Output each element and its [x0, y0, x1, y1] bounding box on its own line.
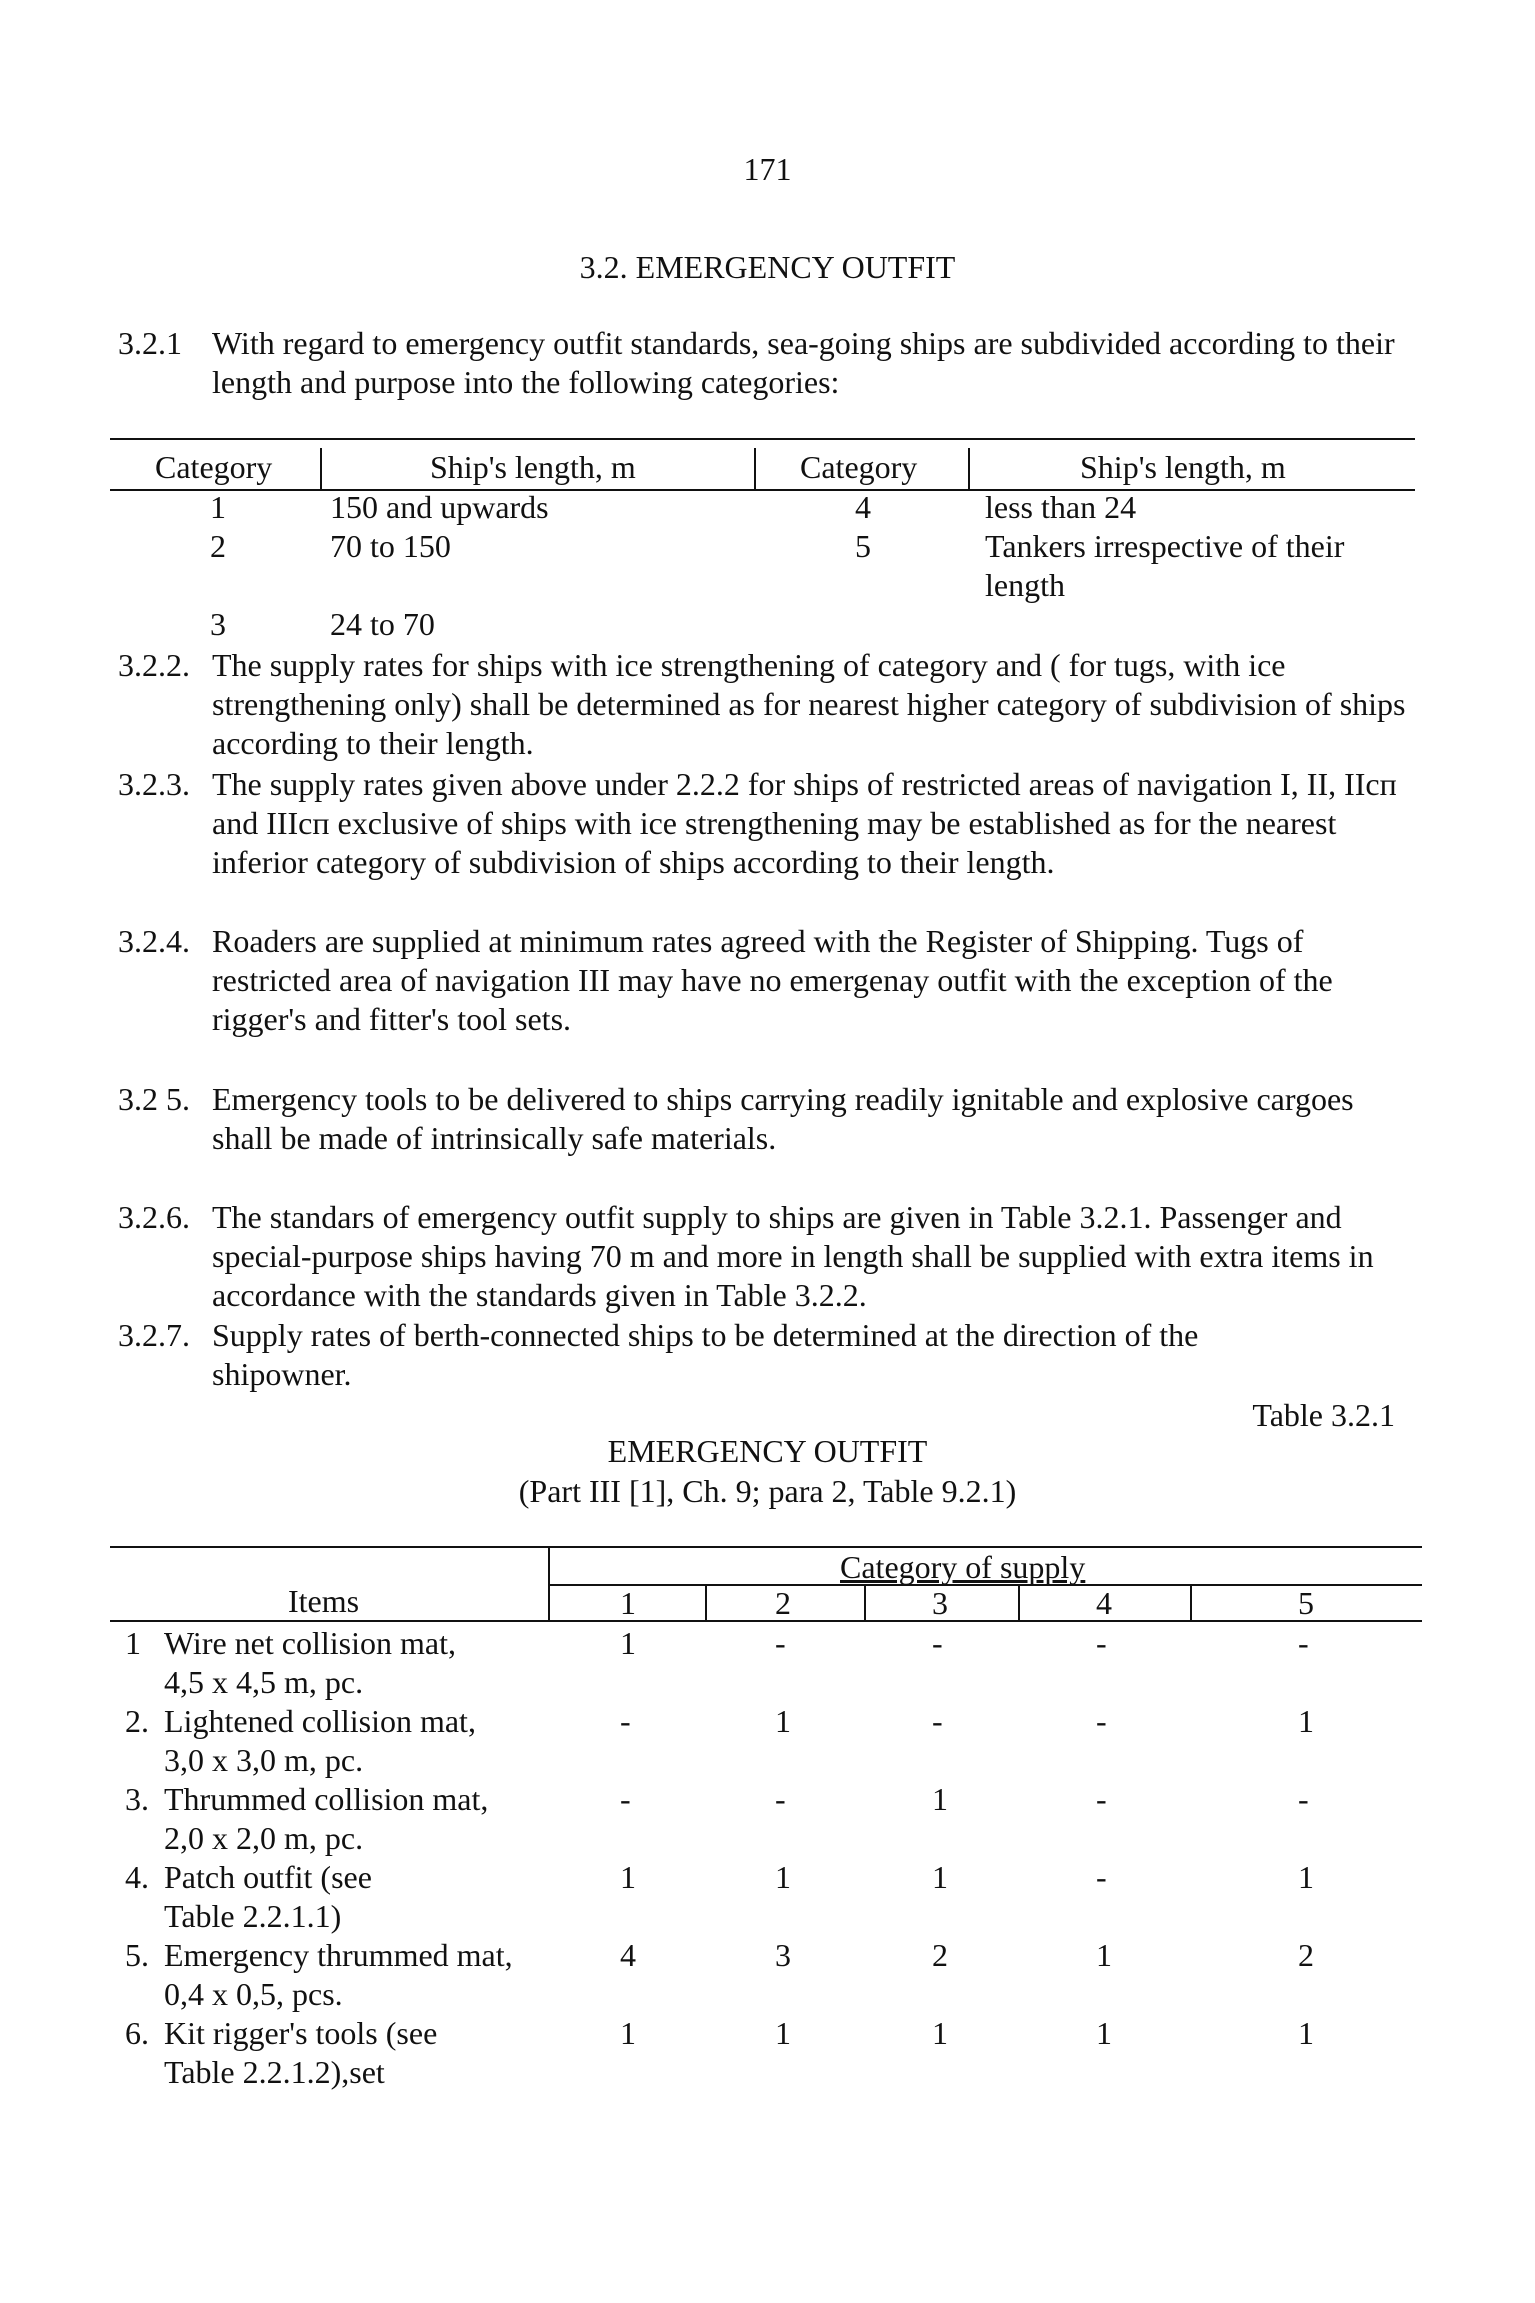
table-cell: 2: [210, 528, 226, 564]
table-cell: 1: [620, 2015, 636, 2051]
paragraph-text: The supply rates given above under 2.2.2 for ships of restricted areas of navigation I, II, IIcп and IIIcп exclusive of ships with ice strengthening may be established as for the nearest inferior category of subdivision of ships according to their length.: [212, 766, 1397, 880]
paragraph-number: 3.2 5.: [118, 1081, 190, 1117]
table-cell: 1: [620, 1625, 636, 1661]
table-cell: 1: [932, 2015, 948, 2051]
paragraph-text: The supply rates for ships with ice strengthening of category and ( for tugs, with ice strengthening only) shall be determined as for nearest higher category of subdivision of ships according to their length.: [212, 647, 1406, 761]
item-name: Patch outfit (see: [164, 1859, 372, 1895]
table-cell: 1: [1298, 1703, 1314, 1739]
row-number: 4.: [125, 1859, 149, 1895]
table-cell: 3: [775, 1937, 791, 1973]
row-number: 3.: [125, 1781, 149, 1817]
table-cell: -: [932, 1625, 943, 1661]
item-name: Lightened collision mat,: [164, 1703, 476, 1739]
table-cell: 1: [1096, 1937, 1112, 1973]
table-cell: 1: [1298, 2015, 1314, 2051]
row-number: 1: [125, 1625, 141, 1661]
table-cell: -: [775, 1625, 786, 1661]
paragraph-text: With regard to emergency outfit standards, sea-going ships are subdivided according to their length and purpose into the following categories:: [212, 325, 1395, 400]
table-cell: 24 to 70: [330, 606, 435, 642]
item-name: Wire net collision mat,: [164, 1625, 456, 1661]
column-header: Category: [155, 449, 273, 485]
page-number: 171: [743, 151, 792, 187]
column-header: Ship's length, m: [430, 449, 636, 485]
paragraph-number: 3.2.4.: [118, 923, 190, 959]
table-cell: 1: [775, 1703, 791, 1739]
table-cell: -: [1298, 1625, 1309, 1661]
items-header: Items: [288, 1583, 360, 1619]
column-header: 2: [775, 1585, 791, 1621]
table-cell: -: [932, 1703, 943, 1739]
column-header: Category: [800, 449, 918, 485]
table-cell: -: [1096, 1703, 1107, 1739]
paragraph-number: 3.2.1: [118, 325, 182, 361]
paragraph-number: 3.2.6.: [118, 1199, 190, 1235]
table-cell: 1: [1298, 1859, 1314, 1895]
paragraph-number: 3.2.2.: [118, 647, 190, 683]
section-title: 3.2. EMERGENCY OUTFIT: [579, 249, 956, 285]
table-cell: -: [775, 1781, 786, 1817]
table-cell: 5: [855, 528, 871, 564]
table-cell: 1: [775, 2015, 791, 2051]
item-detail: 0,4 x 0,5, pcs.: [164, 1976, 343, 2012]
table-cell: 2: [1298, 1937, 1314, 1973]
paragraph-text: Emergency tools to be delivered to ships carrying readily ignitable and explosive cargoes shall be made of intrinsically safe materials.: [212, 1081, 1354, 1156]
row-number: 2.: [125, 1703, 149, 1739]
table-title: EMERGENCY OUTFIT: [607, 1433, 928, 1469]
paragraph-text: The standars of emergency outfit supply to ships are given in Table 3.2.1. Passenger and special-purpose ships having 70 m and more in length shall be supplied with extra items in accordance with the standards given in Table 3.2.2.: [212, 1199, 1374, 1313]
item-name: Kit rigger's tools (see: [164, 2015, 438, 2051]
row-number: 6.: [125, 2015, 149, 2051]
item-detail: 3,0 x 3,0 m, pc.: [164, 1742, 364, 1778]
paragraph-number: 3.2.7.: [118, 1317, 190, 1353]
table-cell: 4: [855, 489, 871, 525]
table-cell: 1: [932, 1859, 948, 1895]
table-cell: -: [1096, 1859, 1107, 1895]
table-cell: -: [620, 1703, 631, 1739]
table-cell: -: [1298, 1781, 1309, 1817]
table-cell: Tankers irrespective of their length: [985, 528, 1345, 603]
column-header: 3: [932, 1585, 948, 1621]
item-detail: Table 2.2.1.1): [164, 1898, 342, 1934]
paragraph-text: Supply rates of berth-connected ships to be determined at the direction of the shipowner.: [212, 1317, 1199, 1392]
table-label: Table 3.2.1: [1252, 1397, 1395, 1433]
category-of-supply-header: Category of supply: [840, 1549, 1086, 1585]
column-header: 5: [1298, 1585, 1314, 1621]
table-cell: 70 to 150: [330, 528, 451, 564]
item-detail: 2,0 x 2,0 m, pc.: [164, 1820, 364, 1856]
table-cell: -: [620, 1781, 631, 1817]
item-detail: Table 2.2.1.2),set: [164, 2054, 385, 2090]
item-name: Thrummed collision mat,: [164, 1781, 489, 1817]
table-cell: -: [1096, 1625, 1107, 1661]
table-cell: 1: [1096, 2015, 1112, 2051]
item-detail: 4,5 x 4,5 m, pc.: [164, 1664, 364, 1700]
table-cell: 1: [210, 489, 226, 525]
table-cell: 3: [210, 606, 226, 642]
row-number: 5.: [125, 1937, 149, 1973]
item-name: Emergency thrummed mat,: [164, 1937, 513, 1973]
table-subtitle: (Part III [1], Ch. 9; para 2, Table 9.2.1): [518, 1473, 1017, 1509]
table-cell: 4: [620, 1937, 636, 1973]
table-cell: 1: [620, 1859, 636, 1895]
paragraph-text: Roaders are supplied at minimum rates agreed with the Register of Shipping. Tugs of restricted area of navigation III may have no emergenay outfit with the exception of the rigger's and fitter's tool sets.: [212, 923, 1333, 1037]
column-header: Ship's length, m: [1080, 449, 1286, 485]
column-header: 4: [1096, 1585, 1112, 1621]
table-cell: 1: [775, 1859, 791, 1895]
table-cell: -: [1096, 1781, 1107, 1817]
table-cell: 2: [932, 1937, 948, 1973]
paragraph-number: 3.2.3.: [118, 766, 190, 802]
table-cell: 1: [932, 1781, 948, 1817]
column-header: 1: [620, 1585, 636, 1621]
table-cell: 150 and upwards: [330, 489, 549, 525]
table-cell: less than 24: [985, 489, 1137, 525]
